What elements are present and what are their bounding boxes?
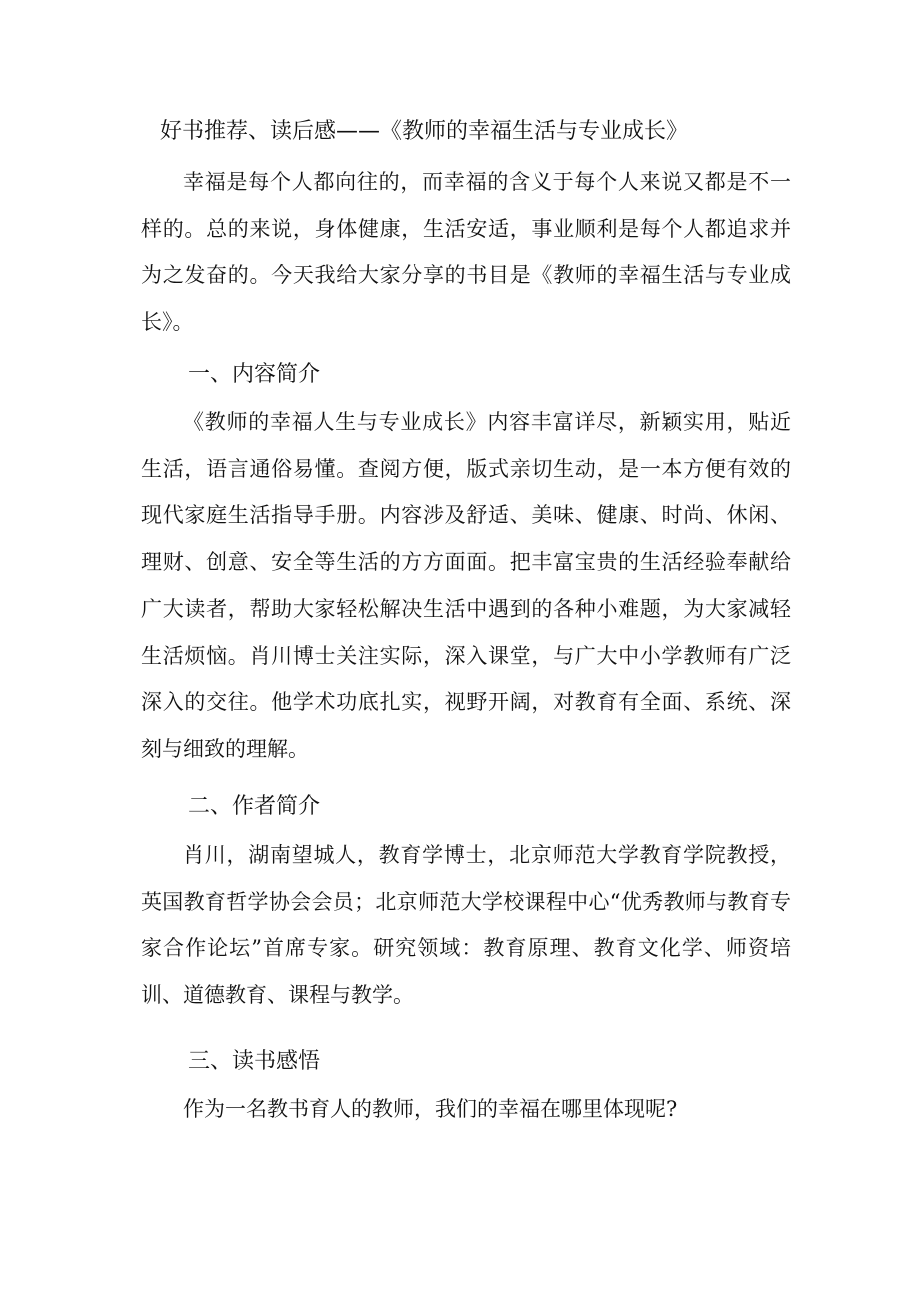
- section-heading-content-summary: 一、内容简介: [188, 362, 321, 387]
- section-body-content-summary: 《教师的幸福人生与专业成长》内容丰富详尽，新颖实用，贴近生活，语言通俗易懂。查阅方便，版式亲切生动，是一本方便有效的现代家庭生活指导手册。内容涉及舒适、美味、健康、时尚、休闲、理财、创意、安全等生活的方方面面。把丰富宝贵的生活经验奉献给广大读者，帮助大家轻松解决生活中遇到的各种小难题，为大家减轻生活烦恼。肖川博士关注实际，深入课堂，与广大中小学教师有广泛深入的交往。他学术功底扎实，视野开阔，对教育有全面、系统、深刻与细致的理解。: [141, 410, 791, 761]
- section-body-reading-reflection: 作为一名教书育人的教师，我们的幸福在哪里体现呢?: [183, 1097, 678, 1121]
- intro-paragraph: 幸福是每个人都向往的，而幸福的含义于每个人来说又都是不一样的。总的来说，身体健康，生活安适，事业顺利是每个人都追求并为之发奋的。今天我给大家分享的书目是《教师的幸福生活与专业成长》。: [141, 170, 791, 335]
- section-heading-author-bio: 二、作者简介: [188, 794, 321, 819]
- section-body-author-bio: 肖川，湖南望城人，教育学博士，北京师范大学教育学院教授，英国教育哲学协会会员；北京师范大学校课程中心“优秀教师与教育专家合作论坛”首席专家。研究领域：教育原理、教育文化学、师资培训、道德教育、课程与教学。: [141, 843, 791, 1008]
- document-title: 好书推荐、读后感——《教师的幸福生活与专业成长》: [160, 119, 689, 144]
- section-heading-reading-reflection: 三、读书感悟: [188, 1049, 321, 1074]
